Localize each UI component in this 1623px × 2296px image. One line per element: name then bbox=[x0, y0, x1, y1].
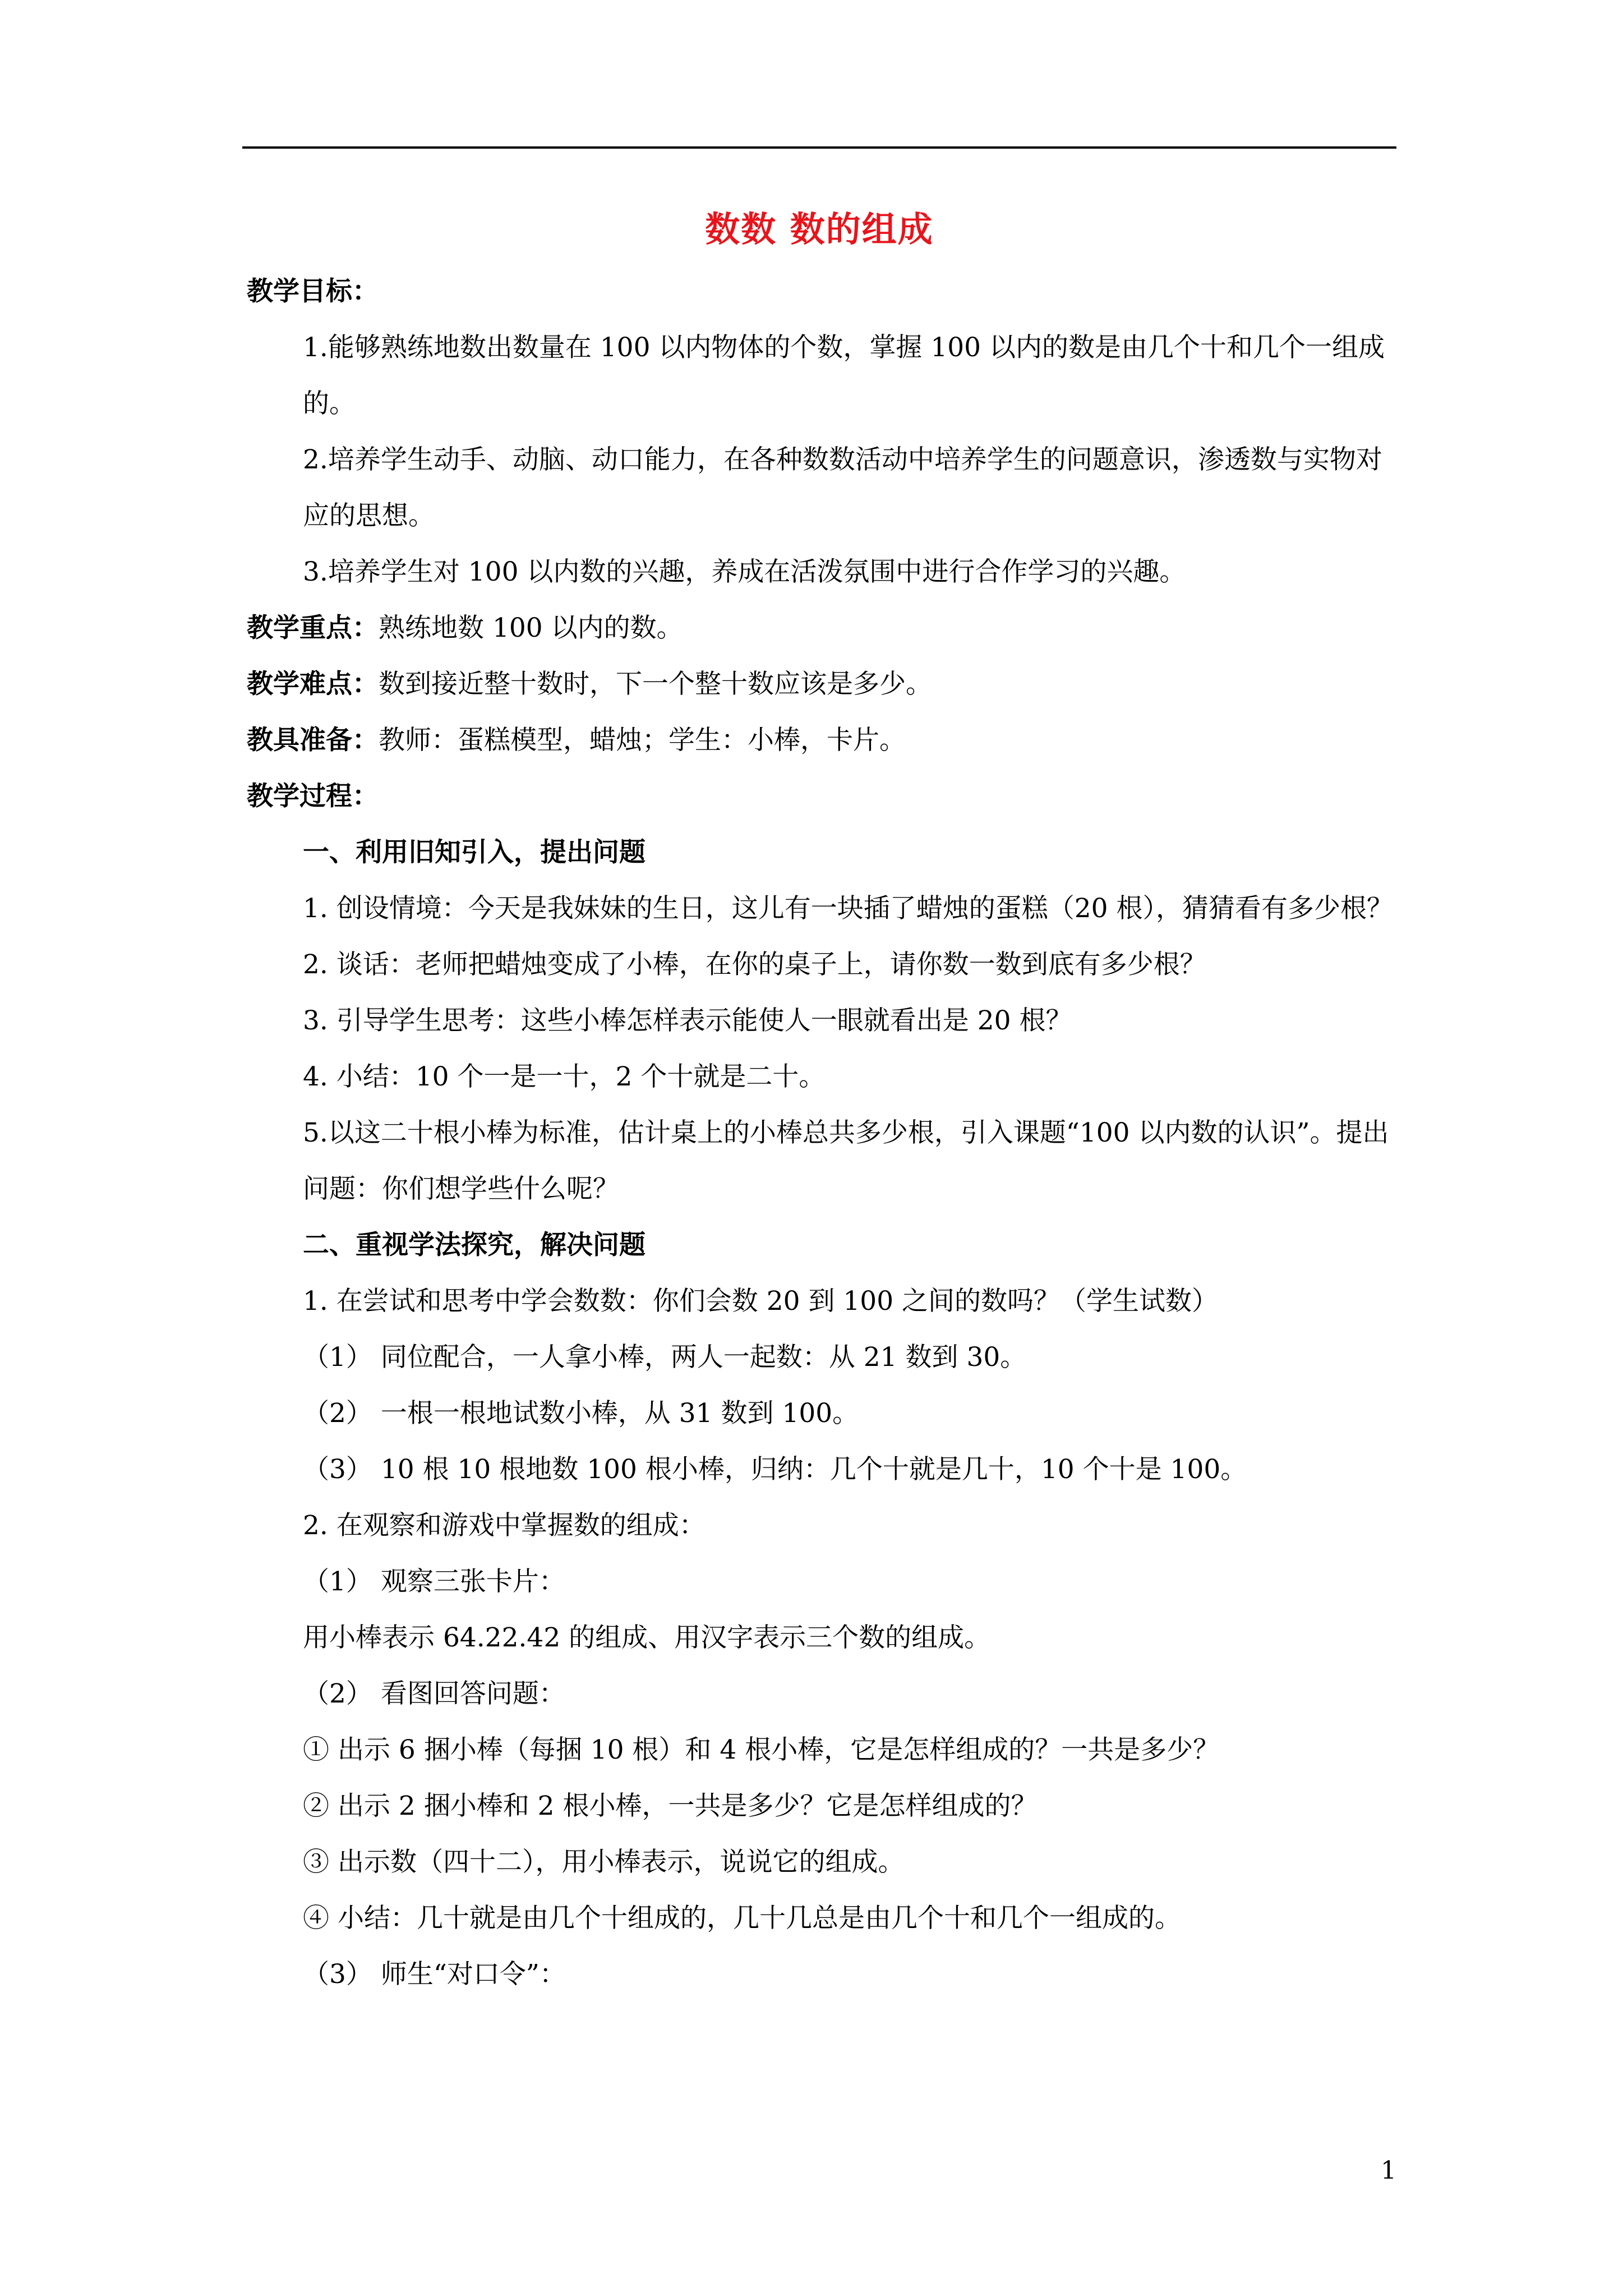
key-point-text: 熟练地数 100 以内的数。 bbox=[379, 613, 683, 643]
section-1-item-2: 2. 谈话：老师把蜡烛变成了小棒，在你的桌子上，请你数一数到底有多少根？ bbox=[303, 949, 1206, 980]
goal-2: 2.培养学生动手、动脑、动口能力，在各种数数活动中培养学生的问题意识，渗透数与实物对应的思想。 bbox=[303, 444, 1382, 531]
difficulty-line bbox=[247, 656, 1396, 712]
section-1-item-1: 1. 创设情境：今天是我妹妹的生日，这儿有一块插了蜡烛的蛋糕（20 根），猜猜看有多少根？ bbox=[303, 893, 1394, 924]
section-2-item-2: 2. 在观察和游戏中掌握数的组成： bbox=[303, 1510, 706, 1541]
goals-heading: 教学目标： bbox=[247, 276, 379, 307]
page-number: 1 bbox=[1381, 2156, 1396, 2185]
document-body bbox=[247, 264, 1396, 2003]
difficulty-text: 数到接近整十数时，下一个整十数应该是多少。 bbox=[379, 669, 932, 700]
goal-3: 3.培养学生对 100 以内数的兴趣，养成在活泼氛围中进行合作学习的兴趣。 bbox=[303, 556, 1186, 587]
section-1-heading: 一、利用旧知引入，提出问题 bbox=[303, 837, 645, 868]
tools-label: 教具准备： bbox=[247, 725, 379, 756]
circled-item-1: ① 出示 6 捆小棒（每捆 10 根）和 4 根小棒，它是怎样组成的？一共是多少？ bbox=[303, 1734, 1220, 1765]
section-2-item-1-sub-1: （1） 同位配合，一人拿小棒，两人一起数：从 21 数到 30。 bbox=[303, 1342, 1027, 1373]
section-2-item-2-sub-1: （1） 观察三张卡片： bbox=[303, 1566, 565, 1597]
process-heading: 教学过程： bbox=[247, 781, 379, 812]
key-point-label: 教学重点： bbox=[247, 613, 379, 643]
section-1-item-4: 4. 小结：10 个一是一十，2 个十就是二十。 bbox=[303, 1061, 826, 1092]
circled-item-4: ④ 小结：几十就是由几个十组成的，几十几总是由几个十和几个一组成的。 bbox=[303, 1903, 1181, 1934]
section-2-item-1: 1. 在尝试和思考中学会数数：你们会数 20 到 100 之间的数吗？（学生试数） bbox=[303, 1286, 1219, 1317]
section-2-item-2-sub-2: （2） 看图回答问题： bbox=[303, 1678, 565, 1709]
goal-1: 1.能够熟练地数出数量在 100 以内物体的个数，掌握 100 以内的数是由几个十和几个一组成的。 bbox=[303, 332, 1385, 419]
circled-item-2: ② 出示 2 捆小棒和 2 根小棒，一共是多少？它是怎样组成的？ bbox=[303, 1791, 1038, 1821]
section-2-item-2-sub-3: （3） 师生“对口令”： bbox=[303, 1959, 566, 1990]
tools-line bbox=[247, 712, 1396, 769]
circled-item-3: ③ 出示数（四十二），用小棒表示，说说它的组成。 bbox=[303, 1847, 905, 1878]
header-rule bbox=[242, 146, 1396, 149]
section-2-item-1-sub-3: （3） 10 根 10 根地数 100 根小棒，归纳：几个十就是几十，10 个十是 100。 bbox=[303, 1454, 1247, 1485]
section-2-item-1-sub-2: （2） 一根一根地试数小棒，从 31 数到 100。 bbox=[303, 1398, 859, 1429]
tools-text: 教师：蛋糕模型，蜡烛；学生：小棒，卡片。 bbox=[379, 725, 906, 756]
difficulty-label: 教学难点： bbox=[247, 669, 379, 700]
section-1-item-5: 5.以这二十根小棒为标准，估计桌上的小棒总共多少根，引入课题“100 以内数的认识”。提出问题：你们想学些什么呢？ bbox=[303, 1117, 1389, 1204]
section-1-item-3: 3. 引导学生思考：这些小棒怎样表示能使人一眼就看出是 20 根？ bbox=[303, 1005, 1072, 1036]
key-point-line bbox=[247, 600, 1396, 656]
page-title: 数数 数的组成 bbox=[705, 209, 934, 250]
section-2-item-2-sub-1-text: 用小棒表示 64.22.42 的组成、用汉字表示三个数的组成。 bbox=[303, 1622, 991, 1653]
section-2-heading: 二、重视学法探究，解决问题 bbox=[303, 1230, 645, 1260]
